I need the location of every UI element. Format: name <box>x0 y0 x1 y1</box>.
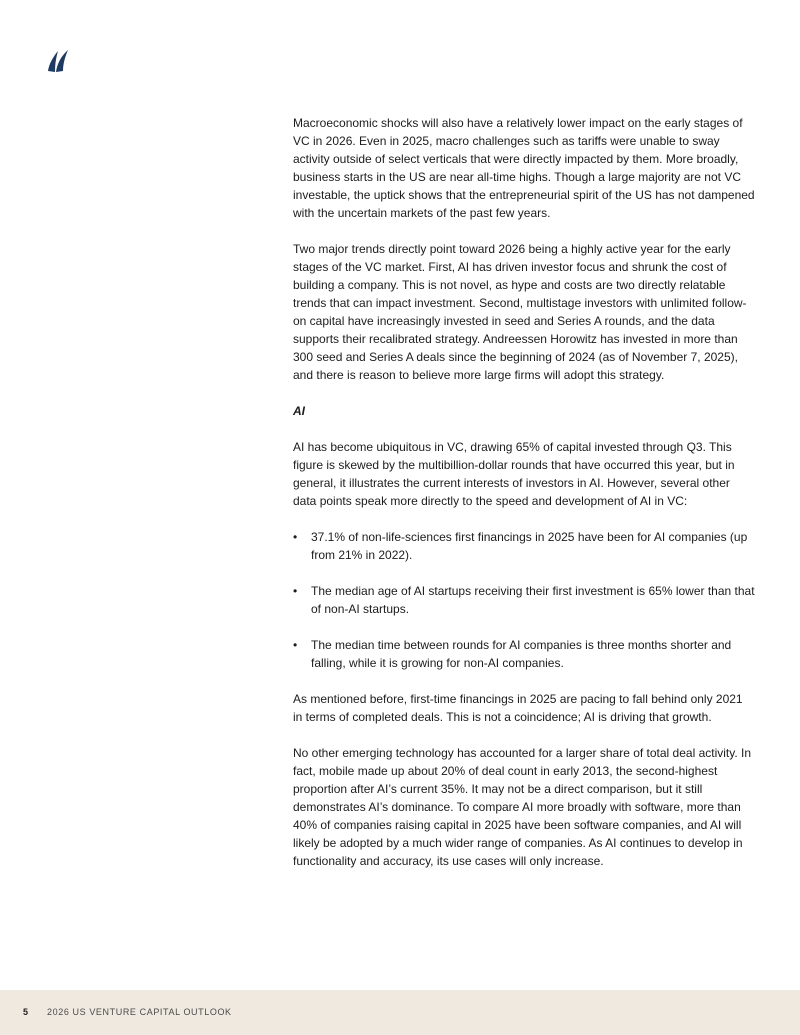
list-item <box>293 636 755 672</box>
sail-logo-icon <box>46 48 70 74</box>
page-footer <box>0 990 800 1035</box>
list-item-text: The median time between rounds for AI companies is three months shorter and falling, while it is growing for non-AI companies. <box>311 638 732 670</box>
section-heading-ai: AI <box>293 404 305 418</box>
list-item-text: 37.1% of non-life-sciences first financings in 2025 have been for AI companies (up from 21% in 2022). <box>311 530 748 562</box>
paragraph-macro: Macroeconomic shocks will also have a relatively lower impact on the early stages of VC in 2026. Even in 2025, macro challenges such as tariffs were unable to sway activity outside of select verticals that were directly impacted by them. More broadly, business starts in the US are near all-time highs. Though a large majority are not VC investable, the uptick shows that the entrepreneurial spirit of the US has not dampened with the uncertain markets of the past few years. <box>293 116 755 220</box>
list-item <box>293 528 755 564</box>
ai-data-points-list <box>293 528 755 672</box>
article-body <box>293 114 755 888</box>
bullet-marker: • <box>293 638 298 652</box>
report-title: 2026 US VENTURE CAPITAL OUTLOOK <box>47 1007 232 1017</box>
paragraph-ai-intro: AI has become ubiquitous in VC, drawing 65% of capital invested through Q3. This figure is skewed by the multibillion-dollar rounds that have occurred this year, but in general, it illustrates the current interests of investors in AI. However, several other data points speak more directly to the speed and development of AI in VC: <box>293 440 735 508</box>
page-number: 5 <box>23 1007 29 1017</box>
list-item-text: The median age of AI startups receiving their first investment is 65% lower than that of non-AI startups. <box>311 584 755 616</box>
bullet-marker: • <box>293 584 298 598</box>
paragraph-first-financings: As mentioned before, first-time financings in 2025 are pacing to fall behind only 2021 in terms of completed deals. This is not a coincidence; AI is driving that growth. <box>293 692 743 724</box>
bullet-marker: • <box>293 530 298 544</box>
paragraph-trends: Two major trends directly point toward 2026 being a highly active year for the early stages of the VC market. First, AI has driven investor focus and shrunk the cost of building a company. This is not novel, as hype and costs are two directly relatable trends that can impact investment. Second, multistage investors with unlimited follow-on capital have increasingly invested in seed and Series A rounds, and the data supports their recalibrated strategy. Andreessen Horowitz has invested in more than 300 seed and Series A deals since the beginning of 2024 (as of November 7, 2025), and there is reason to believe more large firms will adopt this strategy. <box>293 242 747 382</box>
paragraph-emerging-tech: No other emerging technology has accounted for a larger share of total deal activity. In fact, mobile made up about 20% of deal count in early 2013, the second-highest proportion after AI’s current 35%. It may not be a direct comparison, but it still demonstrates AI’s dominance. To compare AI more broadly with software, more than 40% of companies raising capital in 2025 have been software companies, and AI will likely be adopted by a much wider range of companies. As AI continues to develop in functionality and accuracy, its use cases will only increase. <box>293 746 752 868</box>
list-item <box>293 582 755 618</box>
